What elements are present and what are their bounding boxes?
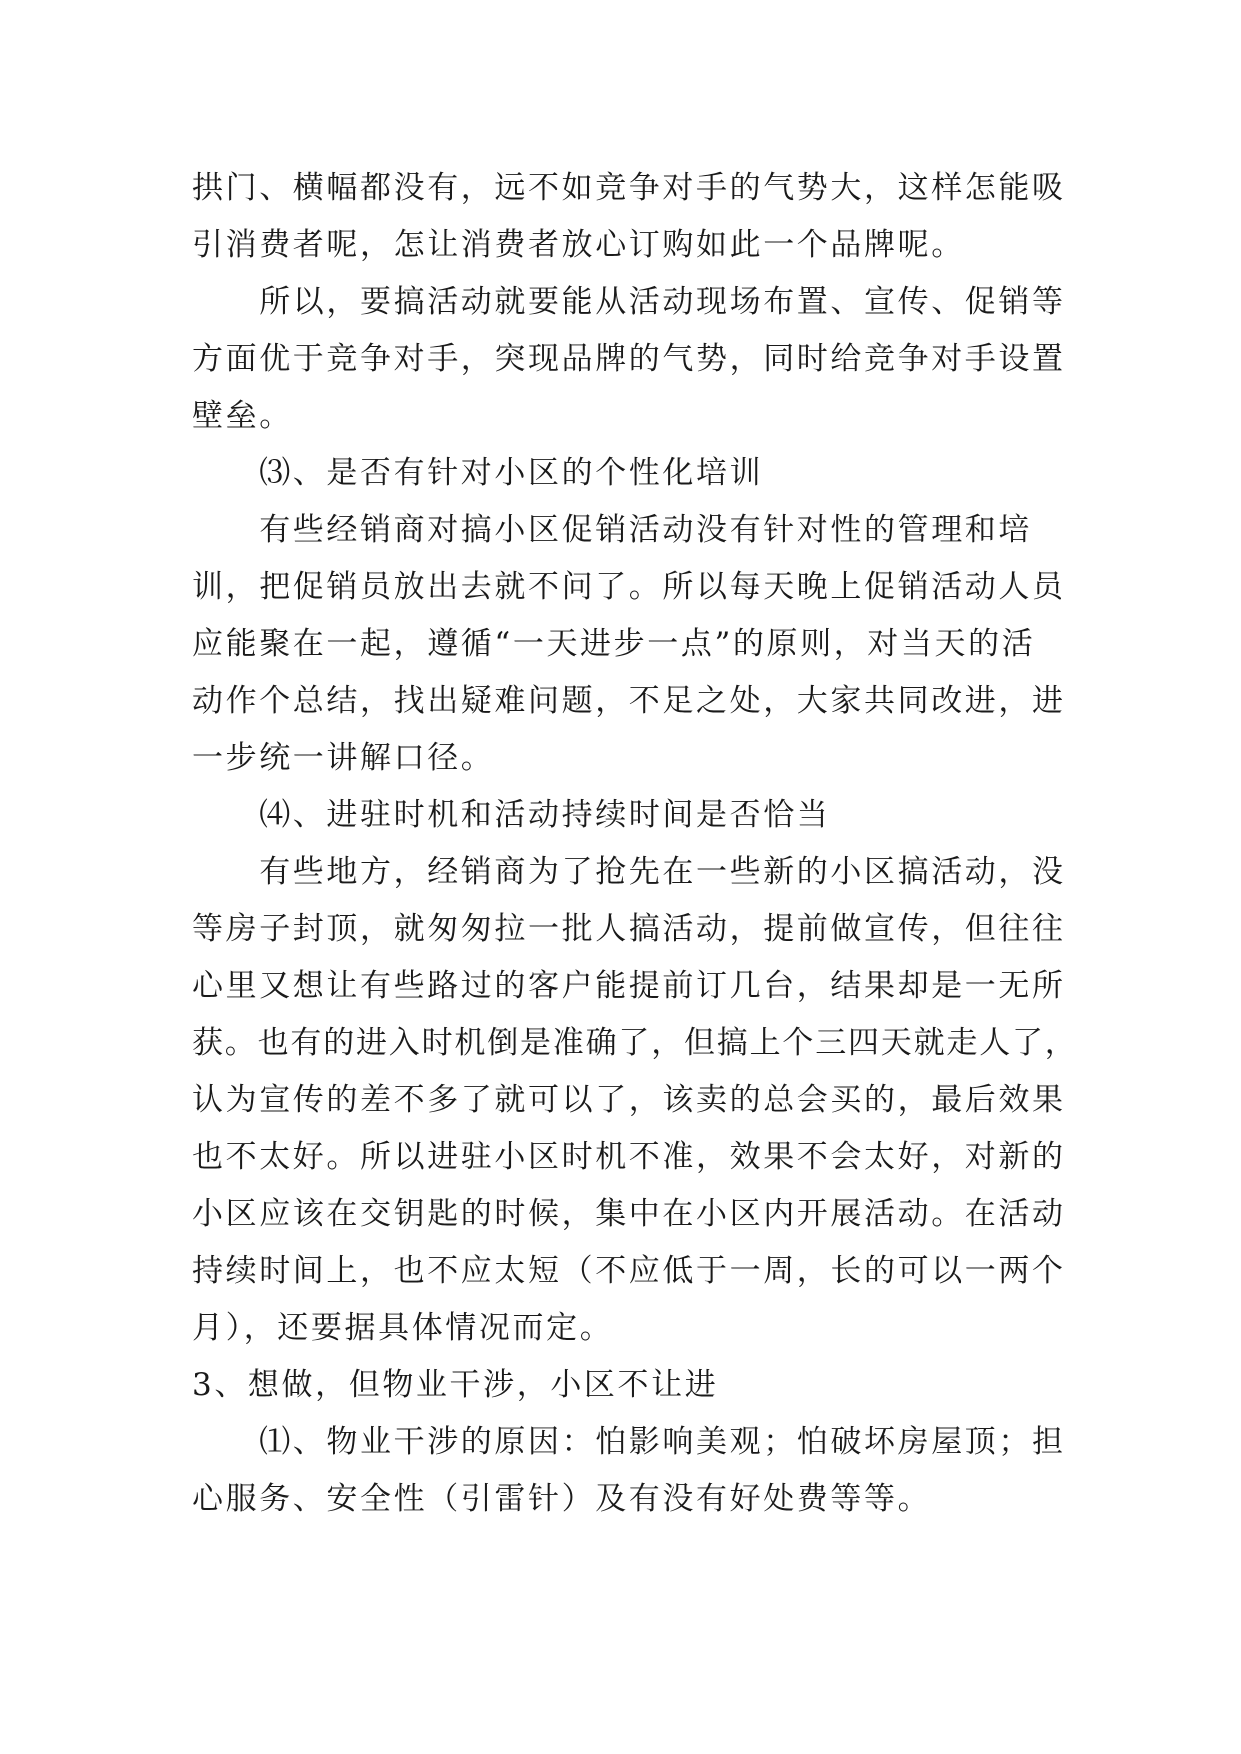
text-line: ⑴、物业干涉的原因：怕影响美观；怕破坏房屋顶；担 — [192, 1424, 1066, 1460]
text-line: 持续时间上，也不应太短（不应低于一周，长的可以一两个 — [192, 1253, 1066, 1289]
text-line: 拱门、横幅都没有，远不如竞争对手的气势大，这样怎能吸 — [192, 170, 1066, 206]
text-line: 等房子封顶，就匆匆拉一批人搞活动，提前做宣传，但往往 — [192, 911, 1066, 947]
text-line: 动作个总结，找出疑难问题，不足之处，大家共同改进，进 — [192, 683, 1066, 719]
text-line: 壁垒。 — [192, 398, 293, 434]
text-line: 训，把促销员放出去就不问了。所以每天晚上促销活动人员 — [192, 569, 1066, 605]
text-line: 方面优于竞争对手，突现品牌的气势，同时给竞争对手设置 — [192, 341, 1066, 377]
text-line: 获。也有的进入时机倒是准确了，但搞上个三四天就走人了， — [192, 1025, 1078, 1061]
text-line: 月），还要据具体情况而定。 — [192, 1310, 614, 1346]
text-line: 认为宣传的差不多了就可以了，该卖的总会买的，最后效果 — [192, 1082, 1066, 1118]
text-line: 心服务、安全性（引雷针）及有没有好处费等等。 — [192, 1481, 932, 1517]
text-line: 小区应该在交钥匙的时候，集中在小区内开展活动。在活动 — [192, 1196, 1066, 1232]
text-line: 心里又想让有些路过的客户能提前订几台，结果却是一无所 — [192, 968, 1066, 1004]
section-heading: ⑷、进驻时机和活动持续时间是否恰当 — [192, 797, 831, 833]
text-line: 有些经销商对搞小区促销活动没有针对性的管理和培 — [192, 512, 1032, 548]
text-line: 应能聚在一起，遵循“一天进步一点”的原则，对当天的活 — [192, 626, 1036, 662]
text-line: 所以，要搞活动就要能从活动现场布置、宣传、促销等 — [192, 284, 1066, 320]
text-line: 有些地方，经销商为了抢先在一些新的小区搞活动，没 — [192, 854, 1066, 890]
text-line: 也不太好。所以进驻小区时机不准，效果不会太好，对新的 — [192, 1139, 1066, 1175]
section-heading: ⑶、是否有针对小区的个性化培训 — [192, 455, 764, 491]
section-heading: 3、想做，但物业干涉，小区不让进 — [192, 1367, 719, 1403]
text-line: 一步统一讲解口径。 — [192, 740, 495, 776]
text-line: 引消费者呢，怎让消费者放心订购如此一个品牌呢。 — [192, 227, 965, 263]
